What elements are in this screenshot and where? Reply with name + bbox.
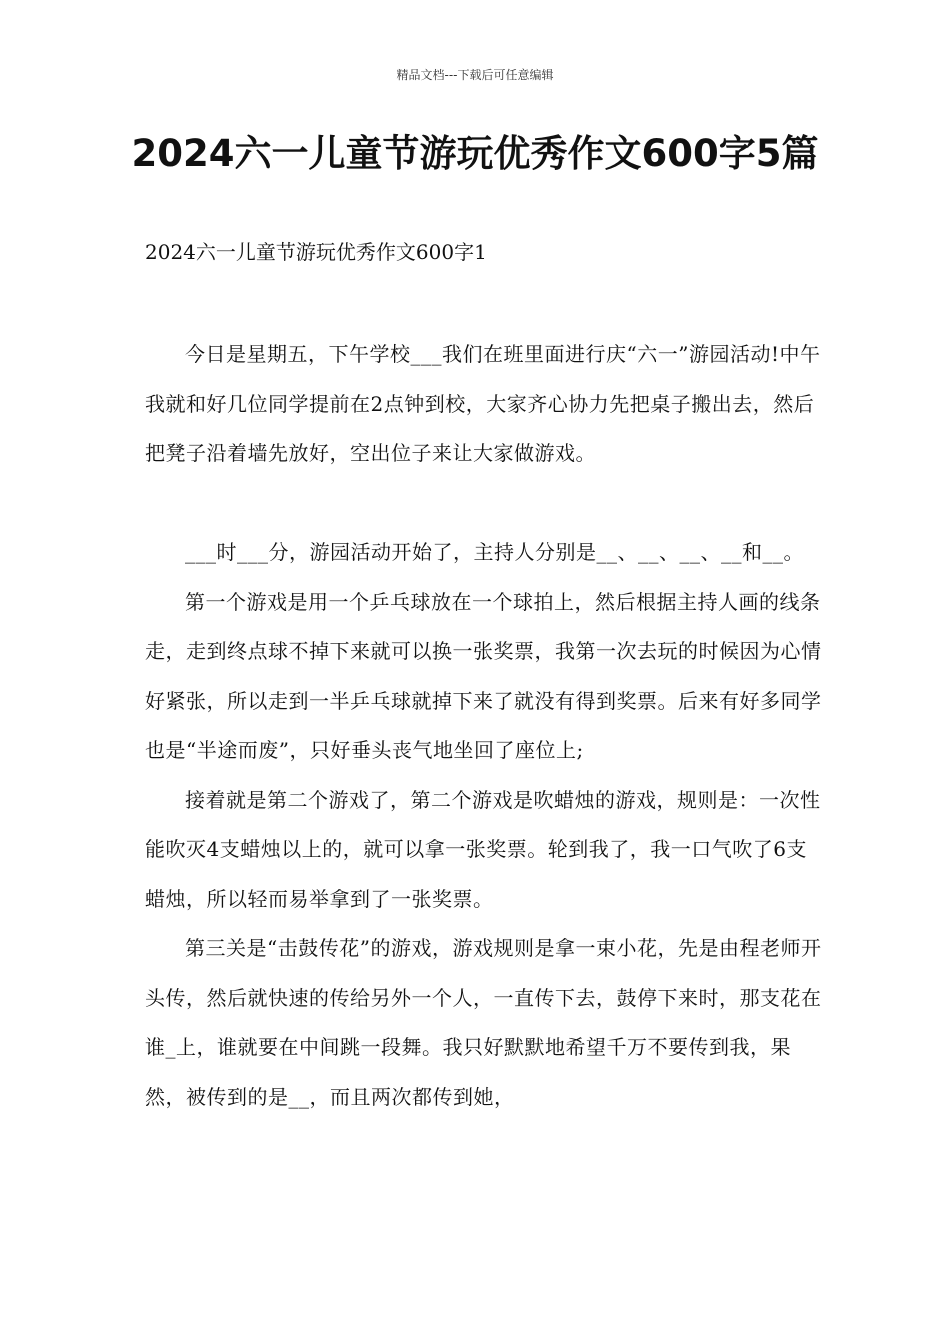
paragraph: 第三关是“击鼓传花”的游戏，游戏规则是拿一束小花，先是由程老师开头传，然后就快速的传给另外一个人，一直传下去，鼓停下来时，那支花在谁_上，谁就要在中间跳一段舞。我只好默默地希望千万不要传到我，果然，被传到的是__，而且两次都传到她，	[145, 936, 822, 1109]
paragraph: 接着就是第二个游戏了，第二个游戏是吹蜡烛的游戏，规则是：一次性能吹灭4支蜡烛以上的，就可以拿一张奖票。轮到我了，我一口气吹了6支蜡烛，所以轻而易举拿到了一张奖票。	[145, 787, 821, 911]
header-note: 精品文档---下载后可任意编辑	[396, 68, 554, 82]
article-body	[145, 330, 825, 1122]
section-subtitle: 2024六一儿童节游玩优秀作文600字1	[145, 240, 487, 264]
document-title: 2024六一儿童节游玩优秀作文600字5篇	[131, 132, 819, 175]
paragraph: 今日是星期五，下午学校___我们在班里面进行庆“六一”游园活动!中午我就和好几位同学提前在2点钟到校，大家齐心协力先把桌子搬出去，然后把凳子沿着墙先放好，空出位子来让大家做游戏。	[145, 342, 821, 465]
paragraph: ___时___分，游园活动开始了，主持人分别是__、__、__、__和__。	[185, 540, 804, 564]
paragraph: 第一个游戏是用一个乒乓球放在一个球拍上，然后根据主持人画的线条走，走到终点球不掉下来就可以换一张奖票，我第一次去玩的时候因为心情好紧张，所以走到一半乒乓球就掉下来了就没有得到奖票。后来有好多同学也是“半途而废”，只好垂头丧气地坐回了座位上;	[145, 589, 822, 762]
